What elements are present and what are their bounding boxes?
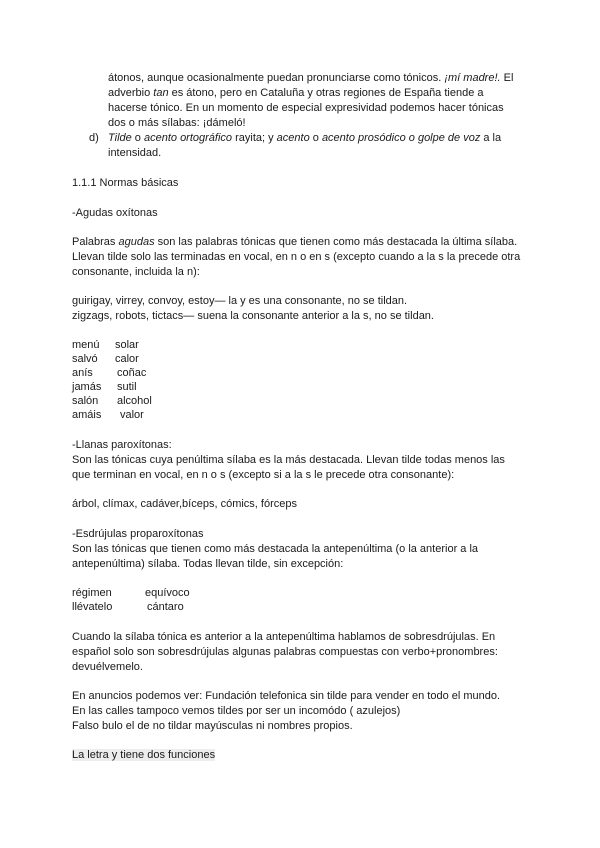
agudas-example-1: guirigay, virrey, convoy, estoy— la y es una consonante, no se tildan.	[72, 295, 408, 307]
list-item-d	[108, 131, 501, 145]
text: átonos, aunque ocasionalmente puedan pronunciarse como tónicos.	[108, 72, 445, 84]
llanas-para-2: que terminan en vocal, en n o s (excepto si a la s le precede otra consonante):	[72, 469, 455, 481]
word: cántaro	[147, 601, 184, 613]
sobresdrujulas-para-3: devuélvemelo.	[72, 661, 143, 673]
text: El	[500, 72, 514, 84]
word: valor	[120, 409, 144, 421]
word-pair-row	[72, 408, 144, 422]
text: rayita; y	[232, 132, 277, 144]
word-pair-row	[72, 338, 139, 352]
esdrujulas-para-1: Son las tónicas que tienen como más destacada la antepenúltima (o la anterior a la	[72, 543, 479, 555]
italic-term: acento prosódico o golpe de voz	[321, 132, 481, 144]
llanas-examples: árbol, clímax, cadáver,bíceps, cómics, fórceps	[72, 498, 297, 510]
word: alcohol	[117, 395, 152, 407]
agudas-para-1	[72, 235, 517, 249]
intro-line-2	[108, 86, 484, 100]
word: régimen	[72, 587, 112, 599]
agudas-para-2: Llevan tilde solo las terminadas en vocal, en n o en s (excepto cuando a la s la precede otra	[72, 251, 521, 263]
italic-term: acento ortográfico	[143, 132, 233, 144]
word: llévatelo	[72, 601, 113, 613]
italic-term: agudas	[118, 236, 155, 248]
note-line-1: En anuncios podemos ver: Fundación telefonica sin tilde para vender en todo el mundo.	[72, 690, 501, 702]
section-heading: 1.1.1 Normas básicas	[72, 177, 179, 189]
list-marker-d: d)	[89, 132, 99, 144]
word: coñac	[117, 367, 147, 379]
sobresdrujulas-para-2: español solo son sobresdrújulas algunas palabras compuestas con verbo+pronombres:	[72, 646, 498, 658]
text: Palabras	[72, 236, 119, 248]
word-pair-row	[72, 586, 190, 600]
letra-y-heading	[72, 748, 215, 762]
esdrujulas-para-2: antepenúltima) sílaba. Todas llevan tilde, sin excepción:	[72, 558, 344, 570]
word: jamás	[72, 381, 102, 393]
agudas-para-3: consonante, incluida la n):	[72, 266, 200, 278]
agudas-heading: -Agudas oxítonas	[72, 207, 158, 219]
word-pair-row	[72, 380, 137, 394]
esdrujulas-heading: -Esdrújulas proparoxítonas	[72, 528, 204, 540]
word-pair-row	[72, 600, 184, 614]
word: anís	[72, 367, 93, 379]
word: salón	[72, 395, 99, 407]
intro-line-1	[108, 71, 513, 85]
word-pair-row	[72, 366, 147, 380]
note-line-3: Falso bulo el de no tildar mayúsculas ni nombres propios.	[72, 720, 353, 732]
text: o	[131, 132, 144, 144]
word: salvó	[72, 353, 98, 365]
sobresdrujulas-para-1: Cuando la sílaba tónica es anterior a la antepenúltima hablamos de sobresdrújulas. En	[72, 631, 496, 643]
intro-line-3: hacerse tónico. En un momento de especial expresividad podemos hacer tónicas	[108, 102, 504, 114]
word: equívoco	[145, 587, 190, 599]
text: es átono, pero en Cataluña y otras regiones de España tiende a	[168, 87, 484, 99]
text: son las palabras tónicas que tienen como más destacada la última sílaba.	[154, 236, 518, 248]
italic-term: Tilde	[108, 132, 132, 144]
text: adverbio	[108, 87, 154, 99]
word: solar	[115, 339, 139, 351]
word: calor	[115, 353, 139, 365]
agudas-example-2: zigzags, robots, tictacs— suena la consonante anterior a la s, no se tildan.	[72, 310, 434, 322]
note-line-2: En las calles tampoco vemos tildes por ser un incomódo ( azulejos)	[72, 705, 401, 717]
word-pair-row	[72, 394, 152, 408]
word: sutil	[117, 381, 137, 393]
word-pair-row	[72, 352, 139, 366]
intro-line-4: dos o más sílabas: ¡dámeló!	[108, 117, 246, 129]
word: amáis	[72, 409, 102, 421]
text: o	[309, 132, 322, 144]
italic-term: acento	[276, 132, 310, 144]
italic-term: tan	[153, 87, 169, 99]
highlighted-heading: La letra y tiene dos funciones	[72, 749, 216, 761]
text: a la	[480, 132, 502, 144]
italic-example: ¡mí madre!.	[444, 72, 501, 84]
llanas-heading: -Llanas paroxítonas:	[72, 439, 172, 451]
list-item-d-line-2: intensidad.	[108, 147, 162, 159]
llanas-para-1: Son las tónicas cuya penúltima sílaba es la más destacada. Llevan tilde todas menos las	[72, 454, 505, 466]
word: menú	[72, 339, 100, 351]
